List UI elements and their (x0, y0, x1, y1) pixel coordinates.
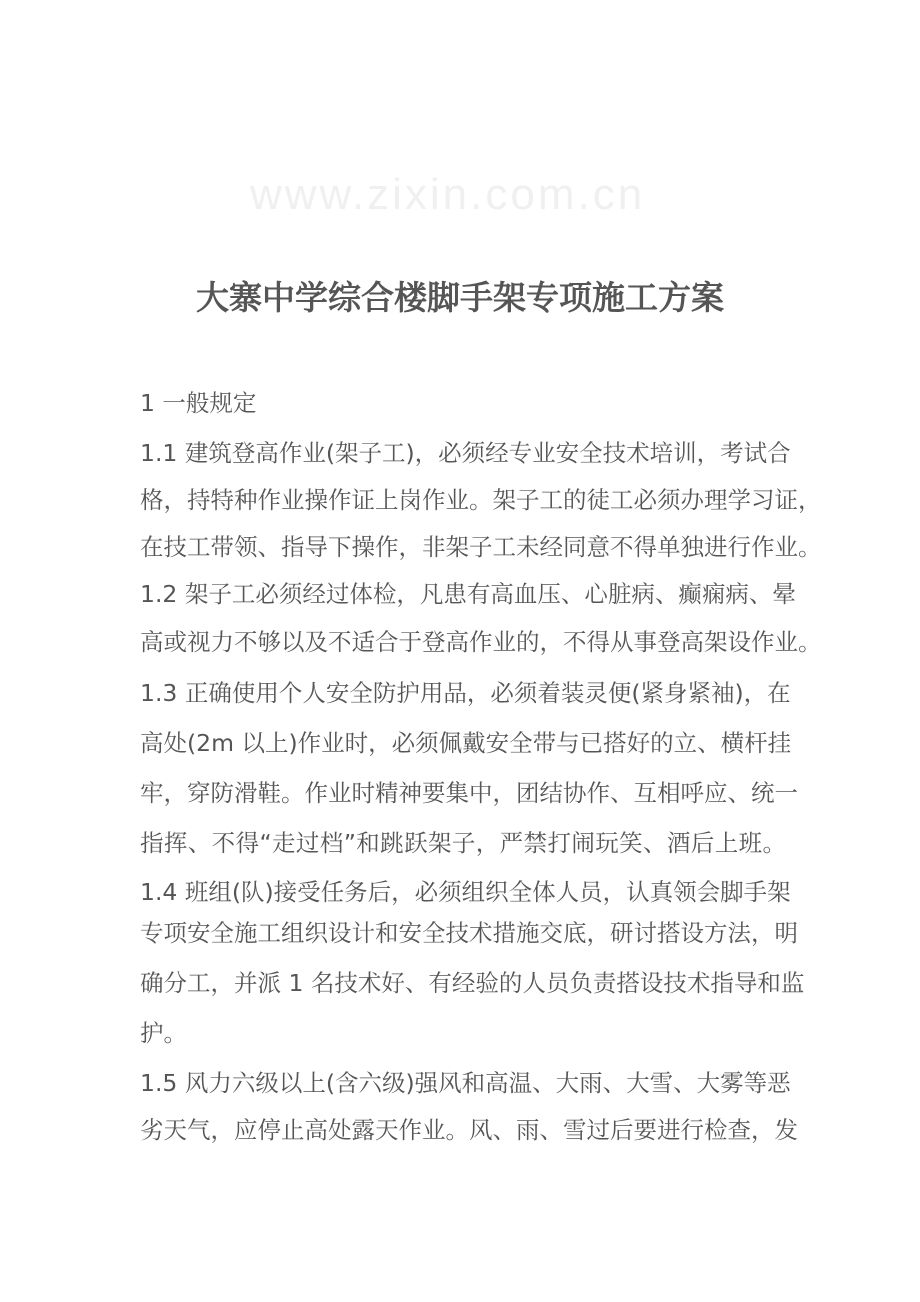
paragraph-line: 1.5 风力六级以上(含六级)强风和高温、大雨、大雪、大雾等恶 (140, 1069, 791, 1097)
paragraph-line: 1.4 班组(队)接受任务后，必须组织全体人员，认真领会脚手架 (140, 878, 791, 906)
paragraph-line: 1.3 正确使用个人安全防护用品，必须着装灵便(紧身紧袖)，在 (140, 679, 791, 707)
paragraph-line: 牢，穿防滑鞋。作业时精神要集中，团结协作、互相呼应、统一 (140, 779, 798, 807)
paragraph-line: 高或视力不够以及不适合于登高作业的，不得从事登高架设作业。 (140, 628, 822, 656)
paragraph-line: 高处(2m 以上)作业时，必须佩戴安全带与已搭好的立、横杆挂 (140, 729, 792, 757)
paragraph-line: 1.2 架子工必须经过体检，凡患有高血压、心脏病、癫痫病、晕 (140, 580, 796, 608)
paragraph-line: 确分工，并派 1 名技术好、有经验的人员负责搭设技术指导和监 (140, 969, 805, 997)
paragraph-line: 1.1 建筑登高作业(架子工)，必须经专业安全技术培训，考试合 (140, 439, 791, 467)
paragraph-line: 劣天气，应停止高处露天作业。风、雨、雪过后要进行检查，发 (140, 1116, 798, 1144)
paragraph-line: 格，持特种作业操作证上岗作业。架子工的徒工必须办理学习证， (140, 486, 822, 514)
paragraph-line: 护。 (140, 1019, 187, 1047)
paragraph-line: 指挥、不得“走过档”和跳跃架子，严禁打闹玩笑、酒后上班。 (140, 829, 786, 857)
paragraph-line: 在技工带领、指导下操作，非架子工未经同意不得单独进行作业。 (140, 533, 822, 561)
paragraph-line: 专项安全施工组织设计和安全技术措施交底，研讨搭设方法，明 (140, 919, 798, 947)
watermark: www.zixin.com.cn (250, 170, 646, 219)
document-title: 大寨中学综合楼脚手架专项施工方案 (196, 278, 724, 317)
section-heading: 1 一般规定 (140, 389, 257, 417)
